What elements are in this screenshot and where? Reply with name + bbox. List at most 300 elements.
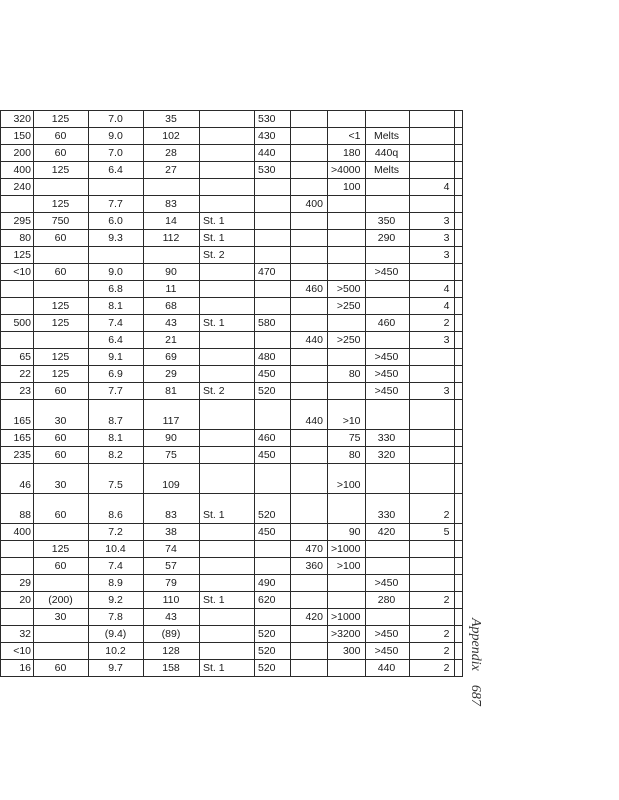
table-cell: 7.8 <box>89 609 144 626</box>
table-cell: 7.4 <box>89 315 144 332</box>
table-cell: (89) <box>144 626 200 643</box>
table-cell: 110 <box>144 592 200 609</box>
table-cell: 520 <box>255 383 291 400</box>
table-cell: >250 <box>328 332 366 349</box>
table-row <box>1 400 463 430</box>
table-cell <box>200 145 255 162</box>
table-cell <box>409 366 454 383</box>
table-cell: 30 <box>34 464 89 494</box>
table-cell: 420 <box>365 524 409 541</box>
table-cell: 440 <box>255 145 291 162</box>
table-cell <box>291 145 328 162</box>
table-cell <box>291 430 328 447</box>
table-cell <box>409 558 454 575</box>
table-cell <box>255 196 291 213</box>
table-cell <box>255 298 291 315</box>
table-cell: 9.7 <box>89 660 144 677</box>
table-cell <box>291 264 328 281</box>
table-cell: >3200 <box>328 626 366 643</box>
table-cell <box>291 315 328 332</box>
table-row <box>1 247 463 264</box>
table-cell <box>291 447 328 464</box>
table-cell: 580 <box>255 315 291 332</box>
table-cell: 6.4 <box>89 162 144 179</box>
table-cell <box>365 464 409 494</box>
table-cell: 60 <box>34 660 89 677</box>
table-cell <box>1 541 34 558</box>
table-cell <box>200 162 255 179</box>
table-cell <box>454 575 462 592</box>
table-cell <box>255 541 291 558</box>
table-cell: 450 <box>255 447 291 464</box>
table-cell <box>454 128 462 145</box>
table-cell: >450 <box>365 349 409 366</box>
table-cell: 6.9 <box>89 366 144 383</box>
table-cell <box>454 366 462 383</box>
table-cell <box>409 447 454 464</box>
table-cell: 90 <box>144 430 200 447</box>
table-row <box>1 196 463 213</box>
table-cell <box>200 128 255 145</box>
table-cell <box>328 494 366 524</box>
table-cell <box>34 626 89 643</box>
table-cell <box>1 281 34 298</box>
table-cell: 8.6 <box>89 494 144 524</box>
table-cell: 60 <box>34 128 89 145</box>
table-cell <box>454 162 462 179</box>
table-cell: 117 <box>144 400 200 430</box>
table-cell: 4 <box>409 179 454 196</box>
table-row <box>1 230 463 247</box>
table-cell: 68 <box>144 298 200 315</box>
table-cell <box>365 541 409 558</box>
table-cell <box>454 558 462 575</box>
table-cell: 400 <box>1 162 34 179</box>
table-cell: 8.2 <box>89 447 144 464</box>
table-cell <box>291 592 328 609</box>
table-cell: >450 <box>365 383 409 400</box>
table-cell: >450 <box>365 264 409 281</box>
table-cell <box>409 541 454 558</box>
table-cell: St. 1 <box>200 660 255 677</box>
table-row <box>1 524 463 541</box>
table-cell: St. 2 <box>200 383 255 400</box>
table-row <box>1 281 463 298</box>
table-cell: >100 <box>328 464 366 494</box>
table-cell: 43 <box>144 609 200 626</box>
table-cell: 2 <box>409 494 454 524</box>
table-row <box>1 264 463 281</box>
table-cell: 20 <box>1 592 34 609</box>
table-cell: 88 <box>1 494 34 524</box>
table-cell <box>291 366 328 383</box>
table-row <box>1 315 463 332</box>
table-cell <box>200 643 255 660</box>
table-cell <box>454 524 462 541</box>
table-row <box>1 575 463 592</box>
table-cell <box>291 111 328 128</box>
table-cell: 30 <box>34 609 89 626</box>
data-table-container <box>0 110 463 677</box>
table-cell: <1 <box>328 128 366 145</box>
table-cell: 65 <box>1 349 34 366</box>
table-cell <box>200 447 255 464</box>
table-cell <box>200 264 255 281</box>
table-cell: 125 <box>34 315 89 332</box>
table-cell <box>291 230 328 247</box>
table-cell <box>454 298 462 315</box>
table-cell <box>454 609 462 626</box>
table-cell <box>328 575 366 592</box>
table-row <box>1 660 463 677</box>
table-cell <box>409 264 454 281</box>
table-row <box>1 430 463 447</box>
table-cell: 6.0 <box>89 213 144 230</box>
table-cell <box>409 575 454 592</box>
footer-title: Appendix <box>468 618 483 671</box>
table-cell: >450 <box>365 643 409 660</box>
table-cell <box>255 230 291 247</box>
table-cell: 7.7 <box>89 196 144 213</box>
table-cell: >450 <box>365 575 409 592</box>
table-cell <box>34 281 89 298</box>
table-cell: St. 1 <box>200 213 255 230</box>
table-cell: 75 <box>144 447 200 464</box>
table-cell <box>454 145 462 162</box>
table-cell <box>34 247 89 264</box>
table-cell <box>365 281 409 298</box>
table-cell: 35 <box>144 111 200 128</box>
table-cell: 165 <box>1 400 34 430</box>
table-cell: 295 <box>1 213 34 230</box>
table-cell: 90 <box>144 264 200 281</box>
table-row <box>1 128 463 145</box>
table-cell: 450 <box>255 366 291 383</box>
table-cell <box>365 332 409 349</box>
table-cell <box>1 298 34 315</box>
table-cell: >100 <box>328 558 366 575</box>
table-cell: 79 <box>144 575 200 592</box>
table-cell <box>409 196 454 213</box>
table-cell: 440q <box>365 145 409 162</box>
table-cell: 60 <box>34 264 89 281</box>
table-cell <box>291 298 328 315</box>
table-cell: 100 <box>328 179 366 196</box>
table-cell <box>454 464 462 494</box>
table-cell: 9.0 <box>89 264 144 281</box>
table-cell <box>291 524 328 541</box>
table-cell: 235 <box>1 447 34 464</box>
table-cell: 7.0 <box>89 145 144 162</box>
table-cell <box>200 281 255 298</box>
table-row <box>1 643 463 660</box>
table-row <box>1 213 463 230</box>
table-row <box>1 366 463 383</box>
table-cell: 102 <box>144 128 200 145</box>
table-cell <box>291 660 328 677</box>
table-cell: 7.2 <box>89 524 144 541</box>
table-cell: 9.2 <box>89 592 144 609</box>
rotated-footer-text <box>467 618 483 720</box>
table-cell: 200 <box>1 145 34 162</box>
table-cell: 109 <box>144 464 200 494</box>
table-cell: St. 1 <box>200 592 255 609</box>
table-cell: 8.1 <box>89 298 144 315</box>
table-cell: 520 <box>255 494 291 524</box>
table-cell: 350 <box>365 213 409 230</box>
table-cell <box>454 541 462 558</box>
table-body <box>1 111 463 677</box>
table-cell <box>291 464 328 494</box>
table-cell: 320 <box>365 447 409 464</box>
table-row <box>1 298 463 315</box>
table-row <box>1 111 463 128</box>
table-cell: 14 <box>144 213 200 230</box>
table-cell: 112 <box>144 230 200 247</box>
table-cell <box>1 609 34 626</box>
table-row <box>1 447 463 464</box>
table-cell: 11 <box>144 281 200 298</box>
table-cell <box>328 349 366 366</box>
table-cell <box>409 464 454 494</box>
table-cell: 460 <box>291 281 328 298</box>
table-cell <box>328 213 366 230</box>
table-cell: 3 <box>409 230 454 247</box>
table-cell: 7.0 <box>89 111 144 128</box>
table-cell <box>365 609 409 626</box>
table-cell <box>200 626 255 643</box>
table-cell <box>144 247 200 264</box>
table-cell: 290 <box>365 230 409 247</box>
table-row <box>1 541 463 558</box>
table-cell <box>1 558 34 575</box>
table-cell: 280 <box>365 592 409 609</box>
table-cell <box>328 111 366 128</box>
table-cell: 440 <box>291 332 328 349</box>
table-cell <box>144 179 200 196</box>
table-cell: 128 <box>144 643 200 660</box>
table-cell <box>200 179 255 196</box>
table-cell <box>89 179 144 196</box>
table-row <box>1 494 463 524</box>
table-cell: 5 <box>409 524 454 541</box>
table-cell <box>255 247 291 264</box>
table-cell: <10 <box>1 264 34 281</box>
table-cell <box>454 430 462 447</box>
table-cell: 23 <box>1 383 34 400</box>
table-cell <box>328 660 366 677</box>
table-cell: <10 <box>1 643 34 660</box>
table-cell: 158 <box>144 660 200 677</box>
table-cell: 180 <box>328 145 366 162</box>
table-cell: 21 <box>144 332 200 349</box>
table-cell <box>291 213 328 230</box>
table-cell <box>454 332 462 349</box>
table-cell: 6.8 <box>89 281 144 298</box>
table-cell <box>328 196 366 213</box>
table-cell <box>454 264 462 281</box>
table-cell: 240 <box>1 179 34 196</box>
table-cell <box>365 247 409 264</box>
table-cell: 22 <box>1 366 34 383</box>
table-cell <box>291 128 328 145</box>
table-cell: 430 <box>255 128 291 145</box>
table-cell: 2 <box>409 315 454 332</box>
table-cell: >10 <box>328 400 366 430</box>
table-cell <box>409 430 454 447</box>
table-cell <box>200 558 255 575</box>
table-cell <box>89 247 144 264</box>
table-cell <box>200 196 255 213</box>
table-cell <box>454 400 462 430</box>
table-cell <box>200 298 255 315</box>
table-cell: 2 <box>409 592 454 609</box>
table-cell <box>409 128 454 145</box>
table-cell <box>454 349 462 366</box>
table-row <box>1 383 463 400</box>
table-cell <box>454 660 462 677</box>
table-cell: 530 <box>255 111 291 128</box>
table-cell: 125 <box>34 349 89 366</box>
table-cell: 460 <box>365 315 409 332</box>
table-cell: St. 1 <box>200 494 255 524</box>
table-cell <box>454 447 462 464</box>
table-cell: >450 <box>365 626 409 643</box>
table-cell: 80 <box>328 447 366 464</box>
table-cell: 46 <box>1 464 34 494</box>
table-cell <box>328 264 366 281</box>
table-cell: 4 <box>409 281 454 298</box>
table-cell <box>365 298 409 315</box>
table-cell <box>409 400 454 430</box>
table-cell <box>365 179 409 196</box>
table-cell <box>255 400 291 430</box>
table-cell <box>255 609 291 626</box>
table-cell: 450 <box>255 524 291 541</box>
table-cell: >1000 <box>328 541 366 558</box>
table-cell <box>200 366 255 383</box>
table-cell: 30 <box>34 400 89 430</box>
table-cell: 490 <box>255 575 291 592</box>
table-cell: 500 <box>1 315 34 332</box>
table-cell: 57 <box>144 558 200 575</box>
table-cell <box>328 592 366 609</box>
table-cell: 3 <box>409 332 454 349</box>
table-cell: (200) <box>34 592 89 609</box>
table-cell: 150 <box>1 128 34 145</box>
table-cell <box>454 494 462 524</box>
table-row <box>1 162 463 179</box>
table-cell <box>291 247 328 264</box>
table-cell <box>291 349 328 366</box>
table-cell: St. 2 <box>200 247 255 264</box>
table-cell <box>291 643 328 660</box>
table-cell: 8.7 <box>89 400 144 430</box>
table-cell: 520 <box>255 660 291 677</box>
table-cell: 400 <box>1 524 34 541</box>
table-cell: 460 <box>255 430 291 447</box>
table-cell <box>328 315 366 332</box>
table-cell <box>291 575 328 592</box>
table-cell <box>328 383 366 400</box>
table-cell <box>409 609 454 626</box>
table-cell: 2 <box>409 643 454 660</box>
table-cell <box>255 179 291 196</box>
table-cell: 330 <box>365 430 409 447</box>
table-cell <box>454 281 462 298</box>
table-cell: 520 <box>255 626 291 643</box>
table-cell <box>365 111 409 128</box>
table-cell <box>1 332 34 349</box>
running-footer <box>468 618 519 728</box>
table-cell: 360 <box>291 558 328 575</box>
table-row <box>1 558 463 575</box>
table-cell: 3 <box>409 213 454 230</box>
table-cell: 3 <box>409 247 454 264</box>
table-row <box>1 464 463 494</box>
appendix-data-table <box>0 110 463 677</box>
table-cell: >450 <box>365 366 409 383</box>
table-cell: 470 <box>291 541 328 558</box>
table-row <box>1 332 463 349</box>
page-number: 687 <box>468 684 483 706</box>
table-cell: 470 <box>255 264 291 281</box>
table-cell <box>454 247 462 264</box>
table-cell: Melts <box>365 162 409 179</box>
table-cell: 4 <box>409 298 454 315</box>
table-cell <box>454 643 462 660</box>
table-cell <box>365 558 409 575</box>
table-cell: 60 <box>34 430 89 447</box>
table-cell: (9.4) <box>89 626 144 643</box>
table-cell: 29 <box>1 575 34 592</box>
table-cell: 16 <box>1 660 34 677</box>
table-cell: 27 <box>144 162 200 179</box>
table-row <box>1 145 463 162</box>
table-row <box>1 592 463 609</box>
table-cell <box>255 464 291 494</box>
table-cell <box>454 213 462 230</box>
table-cell: 60 <box>34 383 89 400</box>
table-cell: 83 <box>144 196 200 213</box>
table-cell <box>409 111 454 128</box>
table-cell: 125 <box>34 196 89 213</box>
table-cell: St. 1 <box>200 315 255 332</box>
table-cell: 60 <box>34 494 89 524</box>
table-cell <box>365 400 409 430</box>
table-cell <box>34 524 89 541</box>
table-cell: 620 <box>255 592 291 609</box>
table-cell <box>255 332 291 349</box>
table-cell: 60 <box>34 230 89 247</box>
table-cell <box>34 643 89 660</box>
table-row <box>1 609 463 626</box>
table-cell: 80 <box>1 230 34 247</box>
table-cell: 38 <box>144 524 200 541</box>
table-cell: 420 <box>291 609 328 626</box>
table-cell: 125 <box>1 247 34 264</box>
table-cell <box>255 281 291 298</box>
table-cell <box>454 196 462 213</box>
table-cell: 9.1 <box>89 349 144 366</box>
table-cell: 520 <box>255 643 291 660</box>
table-cell: 440 <box>291 400 328 430</box>
table-cell <box>200 464 255 494</box>
table-cell: 90 <box>328 524 366 541</box>
table-cell <box>454 179 462 196</box>
table-cell: 81 <box>144 383 200 400</box>
table-cell <box>1 196 34 213</box>
